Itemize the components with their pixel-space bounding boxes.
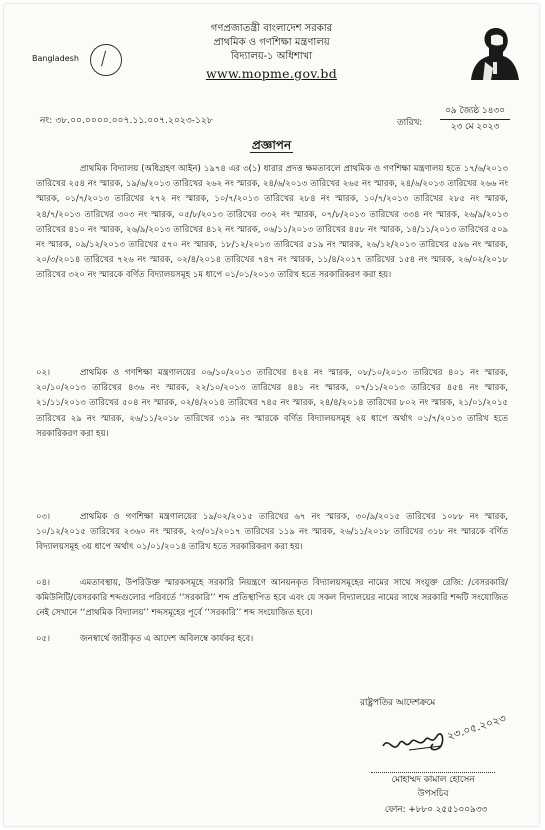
paragraph-1 bbox=[36, 162, 508, 284]
date-bangla: ০৯ জ্যৈষ্ঠ ১৪৩০ bbox=[445, 106, 505, 116]
paragraph-3 bbox=[36, 510, 508, 556]
paragraph-number: ০২। bbox=[36, 368, 51, 378]
paragraph-5 bbox=[36, 632, 508, 647]
signature-mark bbox=[379, 716, 459, 764]
ministry-name: প্রাথমিক ও গণশিক্ষা মন্ত্রণালয় bbox=[213, 37, 330, 48]
date-block bbox=[436, 104, 514, 134]
paragraph-2 bbox=[36, 366, 508, 442]
govt-name: গণপ্রজাতন্ত্রী বাংলাদেশ সরকার bbox=[210, 23, 333, 34]
division-name: বিদ্যালয়-১ অধিশাখা bbox=[230, 51, 313, 62]
order-line: রাষ্ট্রপতির আদেশক্রমে bbox=[360, 698, 436, 708]
document-title bbox=[4, 137, 539, 157]
handwritten-date: ২৩.০৫.২০২৩ bbox=[445, 712, 508, 743]
paragraph-number: ০৫। bbox=[36, 634, 51, 644]
signatory-designation: উপসচিব bbox=[417, 789, 449, 799]
signatory-phone: ফোন: +৮৮০ ২৫৫১০০৯৩৩ bbox=[384, 805, 488, 815]
paragraph-text: এমতাবস্থায়, উপরিউক্ত স্মারকসমূহে সরকারি নিয়ন্ত্রণে আনয়নকৃত বিদ্যালয়সমূহের নামের সাথে সংযুক্ত রেজি: /বেসরকারি/কমিউনিটি/বেসরকারি শব্দগুলোর পরিবর্তে ‘‘সরকারি’’ শব্দ প্রতিস্থাপিত হবে এবং যে সকল বিদ্যালয়ের নামের সাথে সরকারি শব্দটি সংযোজিত নেই সেখানে ‘‘প্রাথমিক বিদ্যালয়’’ শব্দসমূহের পূর্বে ‘‘সরকারি’’ শব্দ সংযোজিত হবে। bbox=[36, 578, 508, 619]
document-page bbox=[4, 4, 539, 826]
title-text: প্রজ্ঞাপন bbox=[251, 138, 292, 152]
signatory-block bbox=[366, 772, 500, 801]
date-english: ২৩ মে ২০২৩ bbox=[450, 122, 500, 132]
memo-number: নং: ৩৮.০০.০০০০.০০৭.১১.০০৭.২০২৩-১২৮ bbox=[40, 116, 213, 126]
paragraph-number: ০৪। bbox=[36, 578, 51, 588]
paragraph-number: ০৩। bbox=[36, 512, 51, 522]
paragraph-text: প্রাথমিক বিদ্যালয় (অধিগ্রহণ আইন) ১৯৭৪ এর ৩(১) ধারার প্রদত্ত ক্ষমতাবলে প্রাথমিক ও গণশিক্ষা মন্ত্রণালয় হতে ১৭/৬/২০১৩ তারিখের ২৫৪ নং স্মারক, ১৯/৬/২০১৩ তারিখের ২৬২ নং স্মারক, ২৪/৬/২০১৩ তারিখের ২৬৫ নং স্মারক, ২৪/৬/২০১৩ তারিখের ২৬৬ নং স্মারক, ০১/৭/২০১৩ তারিখের ২৭২ নং স্মারক, ১০/৭/২০১৩ তারিখের ২৮৪ নং স্মারক, ১০/৭/২০১৩ তারিখের ২৮৫ নং স্মারক, ২৪/৭/২০১৩ তারিখের ৩০৩ নং স্মারক, ০৫/৮/২০১৩ তারিখের ৩৩২ নং স্মারক, ০৭/৮/২০১৩ তারিখের ৩৩৪ নং স্মারক, ২৬/৯/২০১৩ তারিখের ৪১০ নং স্মারক, ২৬/৯/২০১৩ তারিখের ৪১২ নং স্মারক, ০৬/১১/২০১৩ তারিখের ৪৫৮ নং স্মারক, ১৪/১১/২০১৩ তারিখের ৫০৯ নং স্মারক, ০৯/১২/২০১৩ তারিখের ৫৭০ নং স্মারক, ১৮/১২/২০১৩ তারিখের ৫১৯ নং স্মারক, ২৬/১২/২০১৩ তারিখের ৫৯৬ নং স্মারক, ২০/৩/২০১৪ তারিখের ৭২৬ নং স্মারক, ০২/৪/২০১৪ তারিখের ৭৪৭ নং স্মারক, ১১/৪/২০১৭ তারিখের ১৫৪ নং স্মারক, ২৬/০২/২০১৮ তারিখের ৩২০ নং স্মারকে বর্ণিত বিদ্যালয়সমূহ ১ম ধাপে ০১/০১/২০১৩ তারিখ হতে সরকারিকরণ করা হয়। bbox=[36, 164, 508, 281]
country-label: Bangladesh bbox=[32, 54, 79, 63]
paragraph-text: প্রাথমিক ও গণশিক্ষা মন্ত্রণালয়ের ০৬/১০/২০১৩ তারিখের ৪২৪ নং স্মারক, ০৮/১০/২০১৩ তারিখের ৪০১ নং স্মারক, ২০/১০/২০১৩ তারিখের ৪৩৬ নং স্মারক, ২২/১০/২০১৩ তারিখের ৪৪১ নং স্মারক, ০৭/১১/২০১৩ তারিখের ৪৫৪ নং স্মারক, ২১/১১/২০১৩ তারিখের ৫০৪ নং স্মারক, ০২/৪/২০১৪ তারিখের ৭৪৫ নং স্মারক, ২৪/৪/২০১৪ তারিখের ৮০২ নং স্মারক, ২১/০১/২০১৫ তারিখের ২৯ নং স্মারক, ২৬/১১/২০১৮ তারিখের ৩১৯ নং স্মারকে বর্ণিত বিদ্যালয়সমূহ ২য় ধাপে অর্থাৎ ০১/৭/২০১৩ তারিখ হতে সরকারিকরণ করা হয়। bbox=[36, 368, 508, 439]
website-link[interactable]: www.mopme.gov.bd bbox=[205, 66, 338, 81]
letterhead bbox=[4, 22, 539, 81]
signatory-name: মোহাম্মদ কামাল হোসেন bbox=[391, 775, 475, 785]
paragraph-4 bbox=[36, 576, 508, 622]
date-label: তারিখ: bbox=[397, 118, 423, 128]
paragraph-text: প্রাথমিক ও গণশিক্ষা মন্ত্রণালয়ের ১৯/০২/২০১৫ তারিখের ৬৭ নং স্মারক, ৩০/৯/২০১৫ তারিখের ১০৮৮ নং স্মারক, ১০/১২/২০১৫ তারিখের ২৩৬০ নং স্মারক, ২৩/০১/২০১৭ তারিখের ১১৯ নং স্মারক, ২৬/১১/২০১৮ তারিখের ৩১৮ নং স্মারকে বর্ণিত বিদ্যালয়সমূহ ৩য় ধাপে অর্থাৎ ০১/০১/২০১৪ তারিখ হতে সরকারিকরণ করা হয়। bbox=[36, 512, 508, 553]
paragraph-text: জনস্বার্থে জারীকৃত এ আদেশ অবিলম্বে কার্যকর হবে। bbox=[80, 634, 254, 644]
